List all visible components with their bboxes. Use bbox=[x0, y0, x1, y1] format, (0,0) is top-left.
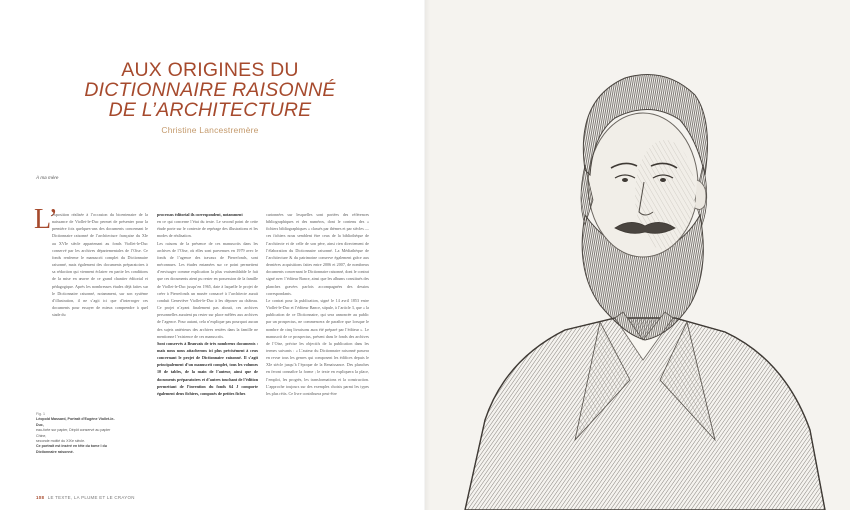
dedication: À ma mère bbox=[36, 175, 59, 180]
author-name: Christine Lancestremère bbox=[161, 125, 259, 135]
figure-caption bbox=[36, 412, 116, 455]
paragraph-emphasis: Sont conservés à Beauvais de très nombreux documents : mais nous nous attacherons ici plus précisément à ceux concernant le projet de Dictionnaire raisonné. Il s’agit principalement d’un manuscrit complet, tous les volumes 10 de tables, de la main de l’auteur, ainsi que de documents préparatoires et d’autres touchant de l’édition permettant de l’invention du fonds 64 J comporte également deux fichiers, composés de petites fiches bbox=[157, 340, 258, 396]
title-line-2: DICTIONNAIRE RAISONNÉ bbox=[84, 79, 336, 101]
paragraph-lead: processus éditorial ils correspondent, notamment bbox=[157, 212, 243, 217]
page-footer bbox=[36, 495, 135, 500]
paragraph: en ce qui concerne l’état du texte. Le second point de cette étude porte sur le contexte de repérage des illustrations et les modes de réalisation. bbox=[157, 219, 258, 239]
text-column-3 bbox=[266, 211, 369, 397]
title-line-3: DE L’ARCHITECTURE bbox=[108, 99, 312, 121]
title-line-1: AUX ORIGINES DU bbox=[121, 59, 299, 81]
caption-note: Ce portrait est inséré en tête du tome I du Dictionnaire raisonné. bbox=[36, 444, 107, 454]
page-number: 108 bbox=[36, 495, 45, 500]
engraved-portrait-image bbox=[425, 0, 850, 510]
caption-line: seconde moitié du XIXe siècle. bbox=[36, 439, 86, 444]
caption-title: Léopold Massard, Portrait d’Eugène Viollet-le-Duc, bbox=[36, 417, 115, 427]
running-title: LE TEXTE, LA PLUME ET LE CRAYON bbox=[47, 495, 135, 500]
book-spine-shadow bbox=[424, 0, 430, 510]
paragraph: Le contrat pour la publication, signé le 14 avril 1853 entre Viollet-le-Duc et l’éditeur Bance, stipule, à l’article 3, que « la publication de ce Dictionnaire, qui sera annoncée au public par un prospectus, ne commencera de paraître que lorsque le nombre de cinq livraisons aura été préparé par l’éditeur ». Le manuscrit de ce prospectus, présent dans le fonds des archives de l’Oise, précise les objectifs de la publication dans les termes suivants : « L’auteur du Dictionnaire raisonné passera en revue tous les genres qui composent les édifices depuis le XIe siècle jusqu’à l’époque de la Renaissance. Des planches en feront connaître la forme ; le texte en expliquera la place, l’emploi, les progrès, les transformations et la construction. L’approche toujours sur des exemples choisis parmi les types les plus rétis. Ce livre contribuera peut-être bbox=[266, 297, 369, 396]
paragraph: exposition réalisée à l’occasion du bicentenaire de la naissance de Viollet-le-Duc permet de présenter pour la première fois quelques-uns des documents concernant le Dictionnaire raisonné de l’architecture française du XIe au XVIe siècle appartenant au fonds Viollet-le-Duc conservé par les archives départementales de l’Oise. Ce fonds renferme le manuscrit complet du Dictionnaire raisonné, mais également des documents préparatoires à sa rédaction qui viennent éclairer en partie les conditions de la mise en œuvre de ce grand chantier éditorial et pédagogique. Après les nombreuses études déjà faites sur le Dictionnaire raisonné, notamment, sur son système d’illustration, il ne s’agit ici que d’interroger ces documents pour essayer de mieux comprendre à quel stade du bbox=[52, 212, 148, 318]
paragraph: cartonnées sur lesquelles sont portées des références bibliographiques et des numéros, dont le contenu des « fichiers bibliographiques » classés par thèmes et par siècles — ces fichiers nous semblent être ceux de la bibliothèque de l’architecte et de celle de son père, ainsi rien directement de l’élaboration du Dictionnaire raisonné. La Médiathèque de l’architecture & du patrimoine conserve également grâce aux dernières acquisitions faites entre 2006 et 2007, de nombreux documents concernant le Dictionnaire raisonné, dont le contrat signé avec l’éditeur Bance, ainsi que les albums constitués des planches gravées parfois accompagnées des dessins correspondants. bbox=[266, 212, 369, 296]
right-page bbox=[425, 0, 850, 510]
paragraph: Les raisons de la présence de ces manuscrits dans les archives de l’Oise, où elles sont parvenues en 1979 avec le fonds de l’agence des travaux de Pierrefonds, sont méconnues. Les études entamées sur ce point permettent d’envisager comme explication la plus vraisemblable le fait que ces documents aient pu rester en possession de la famille de Viollet-le-Duc jusqu’en 1965, date à laquelle le projet de créer à Pierrefonds un musée consacré à l’architecte aurait conduit Geneviève Viollet-le-Duc à les déposer au château. Ce projet n’ayant finalement pas abouti, ces archives personnelles auraient pu rester sur place mêlées aux archives de l’agence. Pour autant, cela n’explique pas pourquoi aucun des sujets antérieurs des archives restées dans la famille ne mentionne l’existence de ces manuscrits. bbox=[157, 240, 258, 339]
caption-line: eau-forte sur papier, Dépôt conservé au papier Chine, bbox=[36, 428, 111, 438]
text-column-2 bbox=[157, 211, 258, 397]
text-column-1 bbox=[52, 211, 148, 318]
drop-cap: L’ bbox=[34, 204, 58, 235]
caption-figure-number: Fig. 1 bbox=[36, 412, 45, 416]
